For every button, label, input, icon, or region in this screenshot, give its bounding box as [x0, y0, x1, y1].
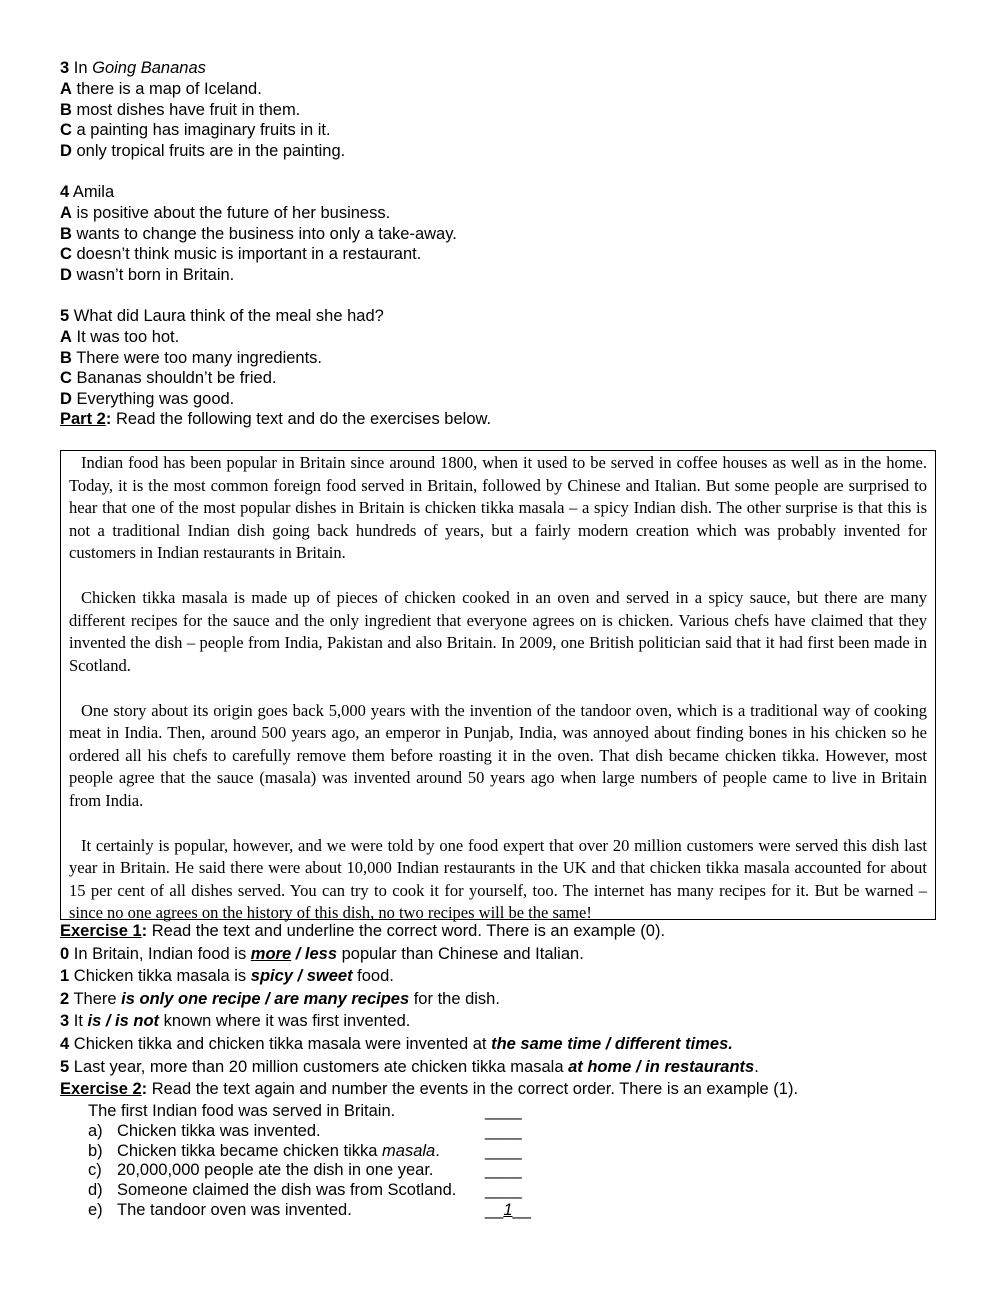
exercise-2-item-d — [88, 1181, 548, 1201]
exercise-2-item-a — [88, 1122, 548, 1142]
reading-text-box — [60, 450, 936, 920]
intro-text: The first Indian food was served in Britain. — [88, 1102, 396, 1120]
choice-underlined[interactable]: more — [250, 944, 292, 963]
question-stem: 4 Amila — [60, 183, 115, 201]
word-choice[interactable]: spicy / sweet — [250, 967, 353, 986]
answer-blank[interactable]: ____ — [485, 1102, 522, 1120]
answer-blank-filled[interactable]: __1__ — [485, 1200, 531, 1219]
option-c: C a painting has imaginary fruits in it. — [60, 121, 331, 140]
part-2-heading: Part 2: Read the following text and do the exercises below. — [60, 410, 492, 428]
exercise-2-list — [88, 1102, 548, 1221]
question-5 — [60, 306, 960, 410]
exercise-1-item-5: 5 Last year, more than 20 million customers ate chicken tikka masala at home / in restaurants. — [60, 1057, 759, 1076]
item-letter: b) — [88, 1141, 103, 1160]
exercise-2-item-b — [88, 1142, 548, 1162]
item-text: The tandoor oven was invented. — [117, 1200, 352, 1219]
item-text: Chicken tikka was invented. — [117, 1121, 321, 1140]
answer-blank[interactable]: ____ — [485, 1141, 522, 1160]
question-stem: 5 What did Laura think of the meal she had? — [60, 307, 384, 325]
option-a: A is positive about the future of her business. — [60, 203, 391, 222]
reading-paragraph-1: Indian food has been popular in Britain since around 1800, when it used to be served in coffee houses as well as in the home. Today, it is the most common foreign food served in Britain, followed by Chinese and Italian. But some people are surprised to hear that one of the most popular dishes in Britain is chicken tikka masala – a spicy Indian dish. The other surprise is that this is not a traditional Indian dish going back hundreds of years, but a fairly modern creation which was probably invented for customers in Indian restaurants in Britain. — [69, 453, 927, 562]
word-choice[interactable]: is only one recipe / are many recipes — [121, 989, 410, 1008]
exercise-1-heading: Exercise 1: Read the text and underline the correct word. There is an example (0). — [60, 922, 666, 940]
exercise-1-item-3: 3 It is / is not known where it was first invented. — [60, 1012, 411, 1031]
option-d: D Everything was good. — [60, 390, 235, 409]
word-choice[interactable]: at home / in restaurants — [568, 1057, 755, 1076]
option-a: A It was too hot. — [60, 327, 180, 346]
exercise-1 — [60, 920, 960, 1101]
item-letter: d) — [88, 1181, 103, 1200]
answer-blank[interactable]: ____ — [485, 1121, 522, 1140]
item-letter: a) — [88, 1121, 103, 1140]
word-choice[interactable]: is / is not — [87, 1012, 160, 1031]
exercise-1-item-0: 0 In Britain, Indian food is more / less popular than Chinese and Italian. — [60, 944, 584, 963]
question-4 — [60, 182, 960, 286]
item-text: Someone claimed the dish was from Scotland. — [117, 1181, 457, 1200]
word-choice[interactable]: the same time / different times. — [491, 1034, 733, 1053]
item-text: 20,000,000 people ate the dish in one year. — [117, 1161, 434, 1180]
item-letter: c) — [88, 1161, 102, 1180]
reading-paragraph-4: It certainly is popular, however, and we were told by one food expert that over 20 million customers were served this dish last year in Britain. He said there were about 10,000 Indian restaurants in the UK and that chicken tikka masala accounted for about 15 per cent of all dishes served. You can try to cook it for yourself, too. The internet has many recipes for it. But be warned – since no one agrees on the history of this dish, no two recipes will be the same! — [69, 835, 927, 922]
exercise-2-item-e — [88, 1201, 548, 1221]
option-a: A there is a map of Iceland. — [60, 79, 262, 98]
answer-blank[interactable]: ____ — [485, 1181, 522, 1200]
option-d: D wasn’t born in Britain. — [60, 266, 235, 285]
reading-paragraph-3: One story about its origin goes back 5,000 years with the invention of the tandoor oven, which is a traditional way of cooking meat in India. Then, around 500 years ago, an emperor in Punjab, India, was annoyed about finding bones in his chicken so he ordered all his chefs to carefully remove them before roasting it in the oven. That dish became chicken tikka. However, most people agree that the sauce (masala) was invented around 50 years ago when large numbers of people came to live in Britain from India. — [69, 700, 927, 810]
exercise-2-item-c — [88, 1161, 548, 1181]
option-c: C doesn’t think music is important in a restaurant. — [60, 245, 422, 264]
reading-paragraph-2: Chicken tikka masala is made up of pieces of chicken cooked in an oven and served in a spicy sauce, but there are many different recipes for the sauce and the only ingredient that everyone agrees on is chicken. Various chefs have claimed that they invented the dish – people from India, Pakistan and also Britain. In 2009, one British politician said that it had first been made in Scotland. — [69, 588, 927, 675]
question-stem: 3 In Going Bananas — [60, 59, 206, 77]
option-b: B wants to change the business into only a take-away. — [60, 224, 457, 243]
item-text: Chicken tikka became chicken tikka masala. — [117, 1141, 440, 1160]
answer-blank[interactable]: ____ — [485, 1161, 522, 1180]
question-3 — [60, 58, 960, 162]
exercise-2-intro-row — [88, 1102, 548, 1122]
option-c: C Bananas shouldn’t be fried. — [60, 369, 277, 388]
item-letter: e) — [88, 1200, 103, 1219]
option-b: B most dishes have fruit in them. — [60, 100, 301, 119]
exercise-2-heading: Exercise 2: Read the text again and number the events in the correct order. There is an example (1). — [60, 1080, 799, 1099]
exercise-1-item-4: 4 Chicken tikka and chicken tikka masala were invented at the same time / different times. — [60, 1034, 733, 1053]
option-b: B There were too many ingredients. — [60, 348, 322, 367]
option-d: D only tropical fruits are in the painting. — [60, 142, 346, 161]
exercise-1-item-1: 1 Chicken tikka masala is spicy / sweet food. — [60, 967, 394, 986]
exercise-1-item-2: 2 There is only one recipe / are many recipes for the dish. — [60, 989, 500, 1008]
